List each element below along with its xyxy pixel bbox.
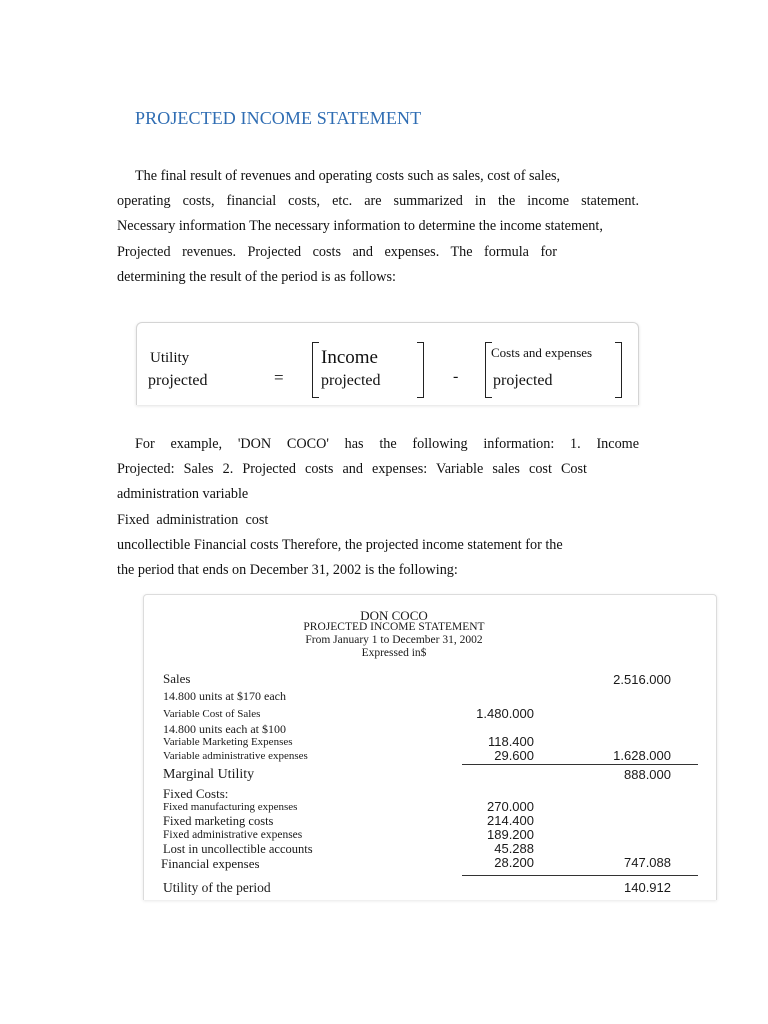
- intro-line-5: determining the result of the period is as follows:: [117, 268, 396, 285]
- income-statement-figure: [143, 594, 717, 900]
- variable-cost-sales-label: Variable Cost of Sales: [163, 708, 261, 720]
- variable-marketing-value: 118.400: [487, 734, 534, 749]
- example-paragraph: [117, 432, 639, 583]
- fixed-admin-value: 189.200: [487, 827, 534, 842]
- units-detail: 14.800 units each at $100: [163, 722, 286, 736]
- example-line-2: Projected: Sales 2. Projected costs and expenses: Variable sales cost Cost: [117, 461, 587, 478]
- sales-label: Sales: [163, 671, 191, 686]
- formula-costs-label: Costs and expenses: [491, 345, 593, 360]
- marginal-utility-value: 888.000: [624, 767, 671, 782]
- example-line-3: administration variable: [117, 486, 249, 503]
- formula-equals-sign: =: [274, 368, 284, 387]
- fixed-manufacturing-value: 270.000: [487, 799, 534, 814]
- period-utility-label: Utility of the period: [163, 880, 271, 895]
- fixed-marketing-label: Fixed marketing costs: [163, 814, 274, 828]
- fixed-costs-total: 747.088: [624, 855, 671, 870]
- intro-line-4: Projected revenues. Projected costs and expenses. The formula for: [117, 243, 557, 260]
- financial-expenses-label: Financial expenses: [161, 856, 260, 871]
- left-bracket-icon: [312, 342, 319, 398]
- total-rule: [462, 875, 698, 876]
- uncollectible-value: 45.288: [494, 841, 534, 856]
- formula-utility-label: Utility: [150, 350, 190, 366]
- variable-total: 1.628.000: [613, 748, 671, 763]
- right-bracket-icon: [417, 342, 424, 398]
- formula-costs-projected-label: projected: [493, 372, 553, 389]
- fixed-marketing-value: 214.400: [487, 813, 534, 828]
- intro-line-3: Necessary information The necessary information to determine the income statement,: [117, 218, 603, 235]
- example-line-4: Fixed administration cost: [117, 511, 269, 528]
- formula-minus-sign: -: [453, 368, 459, 385]
- fixed-manufacturing-label: Fixed manufacturing expenses: [163, 801, 298, 813]
- variable-cost-sales-value: 1.480.000: [476, 706, 534, 721]
- sales-total: 2.516.000: [613, 672, 671, 687]
- sales-detail: 14.800 units at $170 each: [163, 689, 286, 703]
- variable-marketing-label: Variable Marketing Expenses: [163, 736, 293, 748]
- statement-company: DON COCO: [360, 608, 428, 623]
- variable-admin-value: 29.600: [494, 748, 534, 763]
- page-heading: PROJECTED INCOME STATEMENT: [135, 108, 422, 128]
- intro-paragraph: [117, 164, 639, 290]
- formula-income-projected-label: projected: [321, 372, 381, 389]
- example-line-6: the period that ends on December 31, 2002 is the following:: [117, 562, 458, 579]
- example-line-5: uncollectible Financial costs Therefore, the projected income statement for the: [117, 536, 563, 553]
- financial-expenses-value: 28.200: [494, 855, 534, 870]
- right-bracket-icon: [615, 342, 622, 398]
- formula-income-label: Income: [321, 347, 378, 368]
- example-line-1: For example, 'DON COCO' has the following information: 1. Income: [135, 436, 639, 452]
- variable-admin-label: Variable administrative expenses: [163, 750, 308, 762]
- statement-period: From January 1 to December 31, 2002: [305, 634, 483, 646]
- intro-line-2: operating costs, financial costs, etc. are summarized in the income statement.: [117, 193, 639, 210]
- statement-title: PROJECTED INCOME STATEMENT: [303, 621, 485, 633]
- subtotal-rule: [462, 764, 698, 765]
- fixed-costs-label: Fixed Costs:: [163, 786, 229, 801]
- formula-figure: [136, 322, 639, 405]
- formula-projected-label: projected: [148, 372, 208, 389]
- uncollectible-label: Lost in uncollectible accounts: [163, 842, 313, 856]
- period-utility-value: 140.912: [624, 880, 671, 895]
- intro-line-1: The final result of revenues and operating costs such as sales, cost of sales,: [135, 168, 561, 184]
- marginal-utility-label: Marginal Utility: [163, 767, 255, 782]
- statement-currency: Expressed in$: [361, 647, 427, 659]
- fixed-admin-label: Fixed administrative expenses: [163, 829, 303, 841]
